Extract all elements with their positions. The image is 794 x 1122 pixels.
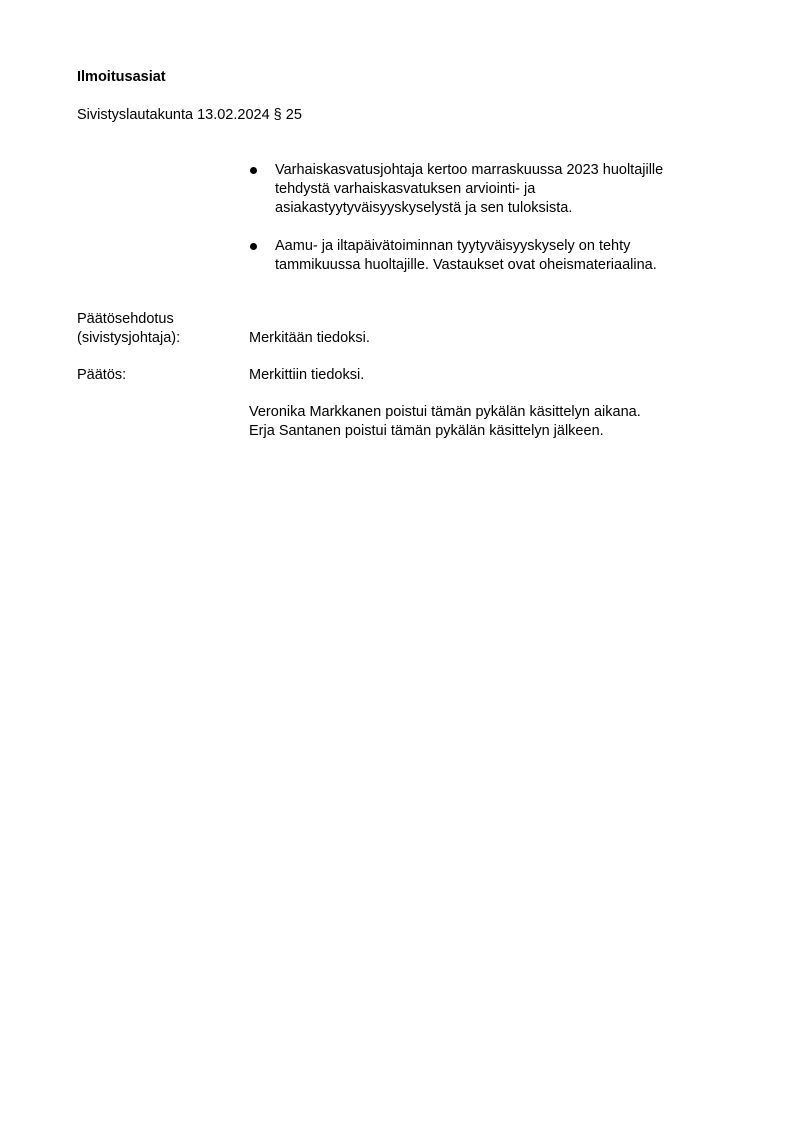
proposal-label-line: Päätösehdotus xyxy=(77,311,174,327)
decision-note-line: Veronika Markkanen poistui tämän pykälän käsittelyn aikana. xyxy=(249,404,641,420)
section-heading: Ilmoitusasiat xyxy=(77,69,166,85)
list-item xyxy=(249,161,719,218)
decision-row xyxy=(77,366,727,446)
decision-value xyxy=(249,366,719,441)
meeting-reference: Sivistyslautakunta 13.02.2024 § 25 xyxy=(77,107,302,123)
bullet-icon xyxy=(250,167,257,174)
list-item-line: tehdystä varhaiskasvatuksen arviointi- ja xyxy=(275,181,536,197)
list-item-line: asiakastyytyväisyyskyselystä ja sen tuloksista. xyxy=(275,200,573,216)
announcement-list xyxy=(249,161,719,294)
decision-label: Päätös: xyxy=(77,367,127,383)
list-item-line: Aamu- ja iltapäivätoiminnan tyytyväisyyskysely on tehty xyxy=(275,238,631,254)
list-item-line: tammikuussa huoltajille. Vastaukset ovat oheismateriaalina. xyxy=(275,257,657,273)
proposal-row xyxy=(77,310,727,350)
decision-text: Merkittiin tiedoksi. xyxy=(249,367,365,383)
decision-note-line: Erja Santanen poistui tämän pykälän käsittelyn jälkeen. xyxy=(249,423,604,439)
proposal-label xyxy=(77,310,247,348)
bullet-icon xyxy=(250,243,257,250)
list-item-line: Varhaiskasvatusjohtaja kertoo marraskuussa 2023 huoltajille xyxy=(275,162,664,178)
list-item xyxy=(249,237,719,275)
proposal-label-line: (sivistysjohtaja): xyxy=(77,330,181,346)
proposal-value: Merkitään tiedoksi. xyxy=(249,330,370,346)
